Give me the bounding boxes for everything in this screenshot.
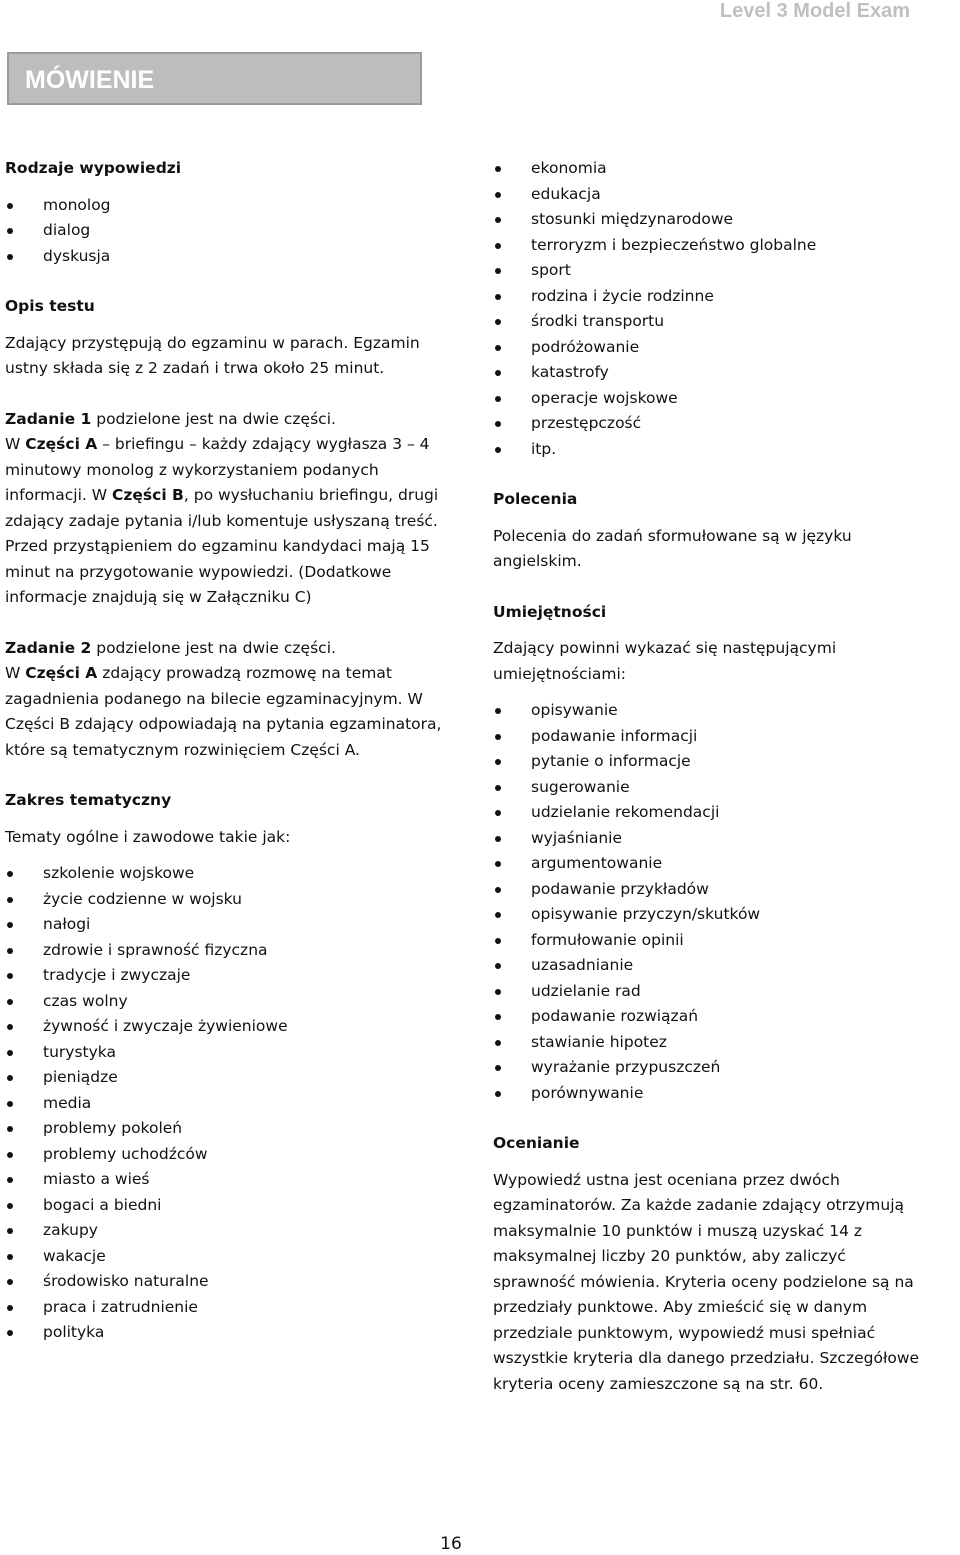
list-item: podawanie rozwiązań (493, 1004, 923, 1030)
ocenianie-heading: Ocenianie (493, 1134, 580, 1152)
list-item: miasto a wieś (5, 1167, 445, 1193)
list-item: nałogi (5, 912, 445, 938)
zadanie2-paragraph (5, 636, 445, 764)
zadanie1-w1: W (5, 435, 26, 453)
list-item: środowisko naturalne (5, 1269, 445, 1295)
list-item: stosunki międzynarodowe (493, 207, 923, 233)
zadanie1-tail: podzielone jest na dwie części. (91, 409, 336, 428)
list-item: opisywanie (493, 698, 923, 724)
list-item: operacje wojskowe (493, 386, 923, 412)
list-item: zdrowie i sprawność fizyczna (5, 938, 445, 964)
page-number: 16 (440, 1534, 462, 1554)
list-item: sport (493, 258, 923, 284)
list-item: udzielanie rad (493, 979, 923, 1005)
zadanie1-part-a-text: – briefingu – każdy zdający wygłasza 3 – 4 minutowy monolog z wykorzystaniem podanych informacji. W (5, 435, 430, 504)
list-item: życie codzienne w wojsku (5, 887, 445, 913)
zakres-list (5, 861, 445, 1346)
polecenia-text: Polecenia do zadań sformułowane są w języku angielskim. (493, 526, 852, 570)
opis-heading: Opis testu (5, 297, 95, 315)
zakres-intro: Tematy ogólne i zawodowe takie jak: (5, 827, 291, 846)
zadanie1-part-b-text: , po wysłuchaniu briefingu, drugi zdający zadaje pytania i/lub komentuje usłyszaną treść. Przed przystąpieniem do egzaminu kandydaci mają 15 minut na przygotowanie wypowiedzi. (Dodatkowe informacje znajdują się w Załączniku C) (5, 486, 439, 606)
list-item: podróżowanie (493, 335, 923, 361)
list-item: tradycje i zwyczaje (5, 963, 445, 989)
list-item: szkolenie wojskowe (5, 861, 445, 887)
list-item: itp. (493, 437, 923, 463)
zadanie1-part-b: Części B (112, 486, 184, 504)
list-item: wyjaśnianie (493, 826, 923, 852)
list-item: ekonomia (493, 156, 923, 182)
left-column (5, 156, 445, 1346)
list-item: monolog (5, 193, 445, 219)
right-column (493, 156, 923, 1397)
list-item: bogaci a biedni (5, 1193, 445, 1219)
zadanie2-tail: podzielone jest na dwie części. (91, 638, 336, 657)
rodzaje-heading: Rodzaje wypowiedzi (5, 159, 182, 177)
list-item: dyskusja (5, 244, 445, 270)
list-item: terroryzm i bezpieczeństwo globalne (493, 233, 923, 259)
ocenianie-text: Wypowiedź ustna jest oceniana przez dwóch egzaminatorów. Za każde zadanie zdający otrzymują maksymalnie 10 punktów i muszą uzyskać 14 z maksymalnej liczby 20 punktów, aby zaliczyć sprawność mówienia. Kryteria oceny podzielone są na przedziały punktowe. Aby zmieścić się w danym przedziale punktowym, wypowiedź musi spełniać wszystkie kryteria dla danego przedziału. Szczegółowe kryteria oceny zamieszczone są na str. 60. (493, 1170, 920, 1393)
list-item: środki transportu (493, 309, 923, 335)
list-item: dialog (5, 218, 445, 244)
zadanie2-part-a: Części A (25, 664, 98, 682)
umiejetnosci-list (493, 698, 923, 1106)
umiejetnosci-heading: Umiejętności (493, 602, 607, 621)
document-header: Level 3 Model Exam (719, 0, 910, 22)
zadanie2-part-a-text: zdający prowadzą rozmowę na temat zagadnienia podanego na bilecie egzaminacyjnym. W Części B zdający odpowiadają na pytania egzaminatora, które są tematycznym rozwinięciem Części A. (5, 664, 442, 759)
list-item: katastrofy (493, 360, 923, 386)
list-item: pieniądze (5, 1065, 445, 1091)
list-item: podawanie przykładów (493, 877, 923, 903)
rodzaje-list (5, 193, 445, 270)
zadanie1-part-a: Części A (25, 435, 98, 453)
list-item: wyrażanie przypuszczeń (493, 1055, 923, 1081)
zadanie2-w1: W (5, 664, 26, 682)
list-item: opisywanie przyczyn/skutków (493, 902, 923, 928)
list-item: rodzina i życie rodzinne (493, 284, 923, 310)
zakres-list-continued (493, 156, 923, 462)
zadanie1-paragraph (5, 407, 445, 611)
list-item: formułowanie opinii (493, 928, 923, 954)
list-item: turystyka (5, 1040, 445, 1066)
list-item: sugerowanie (493, 775, 923, 801)
zadanie2-label: Zadanie 2 (5, 638, 92, 657)
zakres-heading: Zakres tematyczny (5, 791, 172, 809)
list-item: problemy uchodźców (5, 1142, 445, 1168)
list-item: podawanie informacji (493, 724, 923, 750)
list-item: media (5, 1091, 445, 1117)
list-item: praca i zatrudnienie (5, 1295, 445, 1321)
umiejetnosci-intro: Zdający powinni wykazać się następującymi umiejętnościami: (493, 639, 837, 683)
list-item: stawianie hipotez (493, 1030, 923, 1056)
list-item: edukacja (493, 182, 923, 208)
list-item: uzasadnianie (493, 953, 923, 979)
list-item: żywność i zwyczaje żywieniowe (5, 1014, 445, 1040)
zadanie1-label: Zadanie 1 (5, 409, 92, 428)
list-item: pytanie o informacje (493, 749, 923, 775)
list-item: przestępczość (493, 411, 923, 437)
list-item: porównywanie (493, 1081, 923, 1107)
list-item: wakacje (5, 1244, 445, 1270)
opis-intro: Zdający przystępują do egzaminu w parach. Egzamin ustny składa się z 2 zadań i trwa około 25 minut. (5, 333, 420, 377)
section-title: MÓWIENIE (7, 52, 422, 105)
polecenia-heading: Polecenia (493, 490, 578, 508)
list-item: udzielanie rekomendacji (493, 800, 923, 826)
list-item: argumentowanie (493, 851, 923, 877)
list-item: polityka (5, 1320, 445, 1346)
list-item: czas wolny (5, 989, 445, 1015)
list-item: zakupy (5, 1218, 445, 1244)
list-item: problemy pokoleń (5, 1116, 445, 1142)
